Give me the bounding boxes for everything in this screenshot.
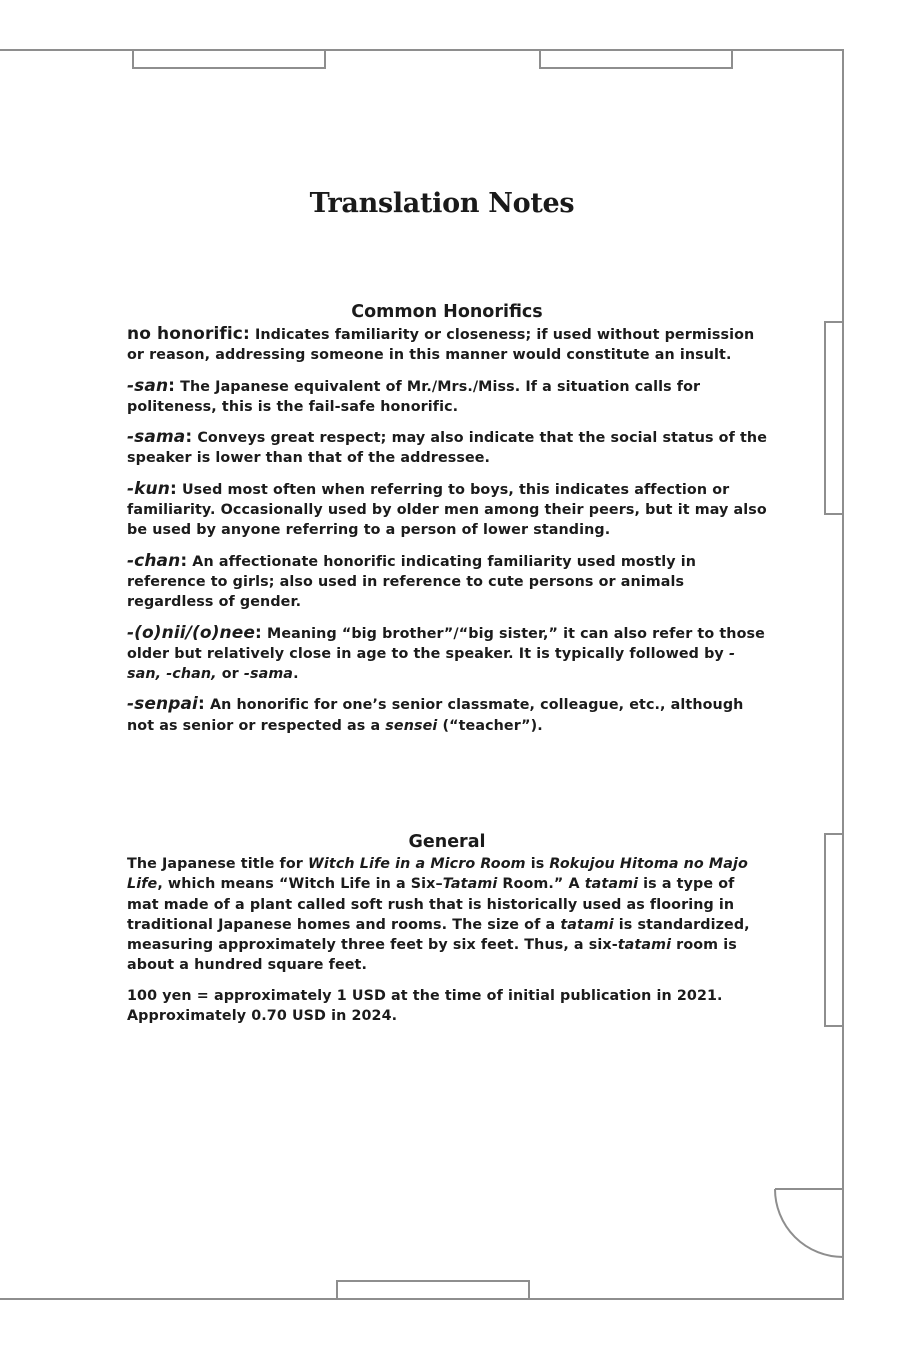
honorific-term: -(o)nii/(o)nee — [127, 622, 256, 643]
window-bottom — [337, 1281, 529, 1299]
honorific-definition: Conveys great respect; may also indicate that the social status of the speaker is lower than that of the addressee. — [127, 430, 767, 467]
window-right-upper — [825, 322, 843, 514]
honorific-entry-san: -san: The Japanese equivalent of Mr./Mrs./Miss. If a situation calls for politeness, this is the fail-safe honorific. — [127, 375, 701, 415]
honorific-definition: Indicates familiarity or closeness; if used without permission or reason, addressing someone in this manner would constitute an insult. — [127, 327, 755, 364]
window-right-lower — [825, 834, 843, 1026]
honorific-term: -san — [127, 375, 169, 396]
window-top-left — [133, 50, 325, 68]
honorific-example: -san, -chan, — [127, 645, 735, 683]
honorifics-section — [127, 302, 767, 746]
honorific-definition: Used most often when referring to boys, this indicates affection or familiarity. Occasionally used by older men among their peers, but it may also be used by anyone referring to a person of lower standing. — [127, 481, 767, 539]
window-top-right — [540, 50, 732, 68]
general-paragraph-currency: 100 yen = approximately 1 USD at the time of initial publication in 2021. Approximately 0.70 USD in 2024. — [127, 987, 723, 1025]
honorific-definition: An honorific for one’s senior classmate, colleague, etc., although not as senior or respected as a — [127, 697, 744, 734]
general-heading: General — [408, 832, 486, 852]
honorific-term: -senpai — [127, 694, 198, 715]
honorific-term: -kun — [127, 478, 170, 499]
english-title: Witch Life in a Micro Room — [308, 856, 526, 872]
emphasis-sensei: sensei — [385, 717, 438, 734]
page-title: Translation Notes — [309, 188, 575, 219]
honorific-entry-sama: -sama: Conveys great respect; may also indicate that the social status of the speaker is lower than that of the addressee. — [127, 427, 767, 467]
honorific-entry-onii-onee: -(o)nii/(o)nee: Meaning “big brother”/“big sister,” it can also refer to those older but relatively close in age to the speaker. It is typically followed by -san, -chan, or -sama. — [127, 622, 765, 683]
general-section — [127, 832, 767, 1036]
honorific-term: -sama — [127, 427, 186, 448]
japanese-title: Rokujou Hitoma no Majo Life — [127, 856, 748, 893]
general-paragraph-title: The Japanese title for Witch Life in a Micro Room is Rokujou Hitoma no Majo Life, which means “Witch Life in a Six–Tatami Room.” A tatami is a type of mat made of a plant called soft rush that is historically used as flooring in traditional Japanese homes and rooms. The size of a tatami is standardized, measuring approximately three feet by six feet. Thus, a six-tatami room is about a hundred square feet. — [127, 856, 750, 974]
honorific-definition: Meaning “big brother”/“big sister,” it can also refer to those older but relatively close in age to the speaker. It is typically followed by — [127, 625, 765, 662]
door-swing-arc — [775, 1189, 843, 1257]
honorific-example: -sama — [243, 666, 294, 683]
honorifics-heading: Common Honorifics — [351, 302, 543, 322]
honorific-definition: An affectionate honorific indicating familiarity used mostly in reference to girls; also used in reference to cute persons or animals regardless of gender. — [127, 553, 697, 611]
honorific-entry-kun: -kun: Used most often when referring to boys, this indicates affection or familiarity. Occasionally used by older men among their peers, but it may also be used by anyone referring to a person of lower standing. — [127, 478, 767, 539]
honorific-definition: The Japanese equivalent of Mr./Mrs./Miss. If a situation calls for politeness, this is the fail-safe honorific. — [127, 378, 701, 415]
honorific-entry-senpai: -senpai: An honorific for one’s senior classmate, colleague, etc., although not as senior or respected as a sensei (“teacher”). — [127, 694, 744, 734]
honorific-term: no honorific: — [127, 324, 250, 344]
honorific-entry-no-honorific — [127, 324, 767, 366]
honorific-entry-chan: -chan: An affectionate honorific indicating familiarity used mostly in reference to girls; also used in reference to cute persons or animals regardless of gender. — [127, 550, 697, 611]
honorific-term: -chan — [127, 550, 181, 571]
